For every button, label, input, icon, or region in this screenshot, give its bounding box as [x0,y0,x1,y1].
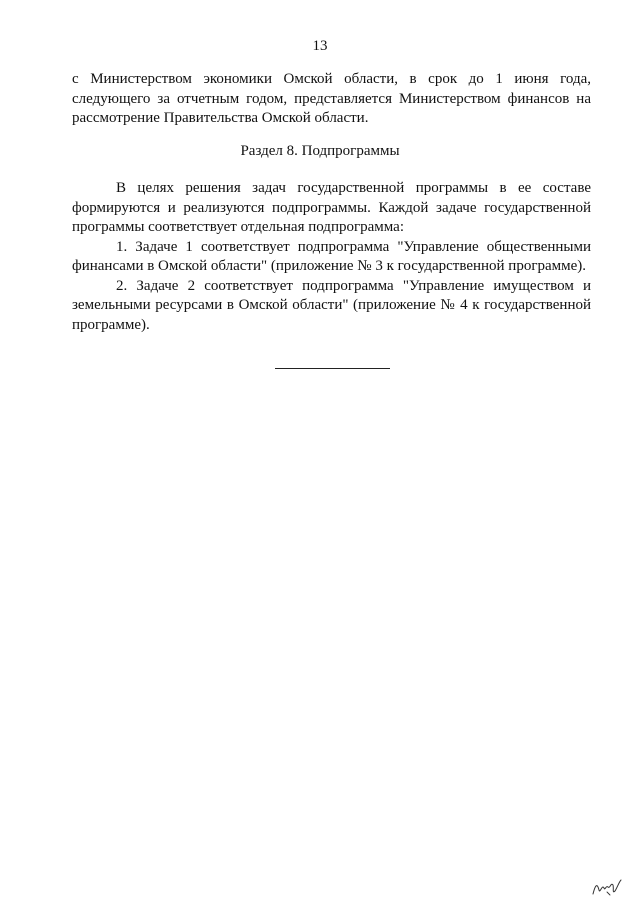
intro-text-block [72,70,591,129]
paragraph-task-1: 1. Задаче 1 соответствует подпрограмма "Управление общественными финансами в Омской области" (приложение № 3 к государственной программе). [72,238,591,274]
paragraph-task-2: 2. Задаче 2 соответствует подпрограмма "Управление имуществом и земельными ресурсами в Омской области" (приложение № 4 к государственной программе). [72,277,591,333]
handwritten-signature-icon [590,876,624,898]
intro-paragraph: с Министерством экономики Омской области, в срок до 1 июня года, следующего за отчетным годом, представляется Министерством финансов на рассмотрение Правительства Омской области. [72,71,591,126]
page-number: 13 [312,38,328,54]
end-divider [275,368,390,369]
section-heading: Раздел 8. Подпрограммы [240,143,400,159]
section-body [72,179,591,335]
paragraph-subprograms-intro: В целях решения задач государственной программы в ее составе формируются и реализуются подпрограммы. Каждой задаче государственной программы соответствует отдельная подпрограмма: [72,180,591,235]
